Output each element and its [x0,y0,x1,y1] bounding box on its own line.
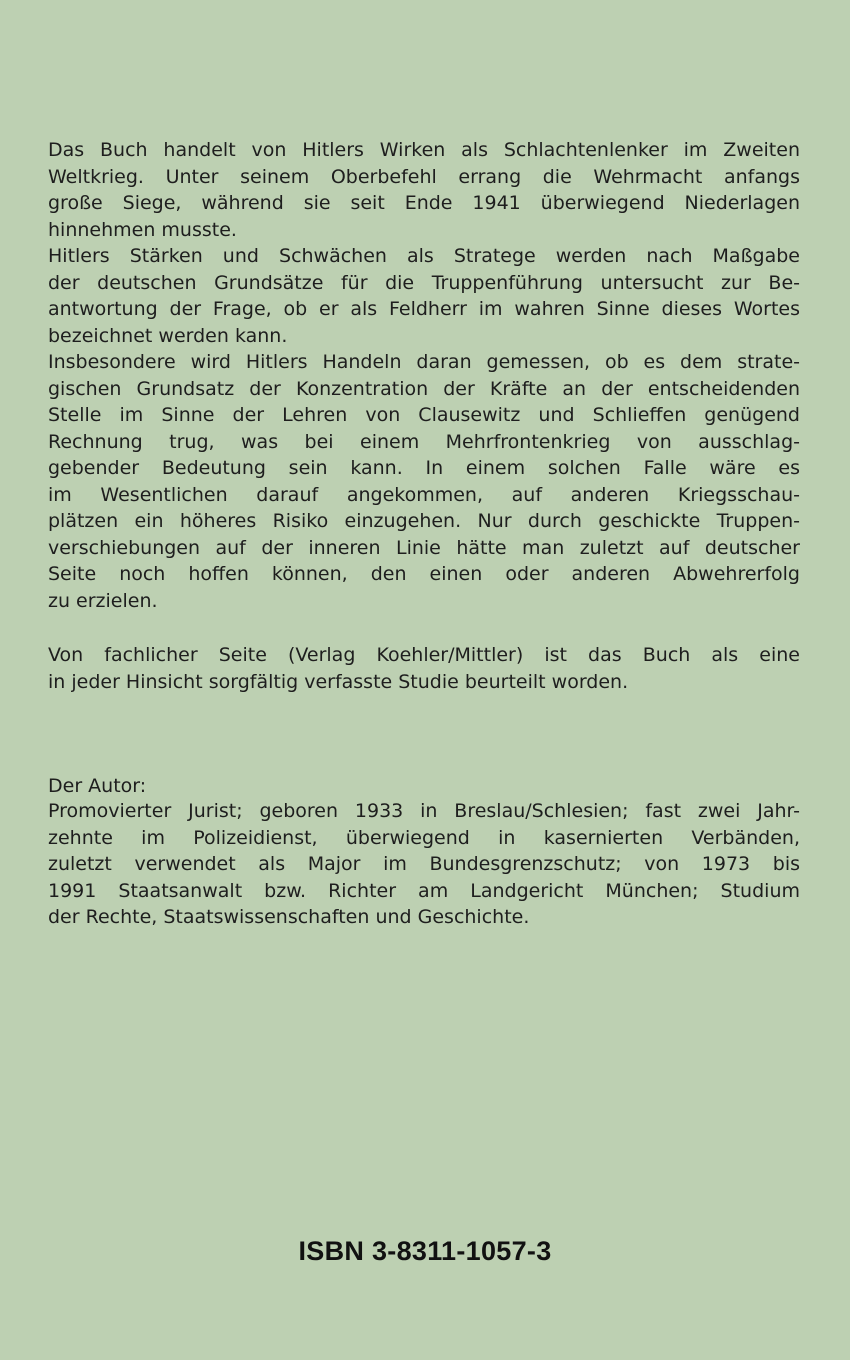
text-line: Seite noch hoffen können, den einen oder anderen Abwehrerfolg [48,563,800,585]
text-line: bezeichnet werden kann. [48,324,288,347]
isbn-number: ISBN 3-8311-1057-3 [298,1236,552,1266]
text-line: Der Autor: [48,775,147,797]
text-line: zehnte im Polizeidienst, überwiegend in kasernierten Verbänden, [48,826,800,849]
text-line: große Siege, während sie seit Ende 1941 überwiegend Niederlagen [48,192,800,214]
text-line: Stelle im Sinne der Lehren von Clausewitz und Schlieffen genügend [48,404,800,426]
text-line: der Rechte, Staatswissenschaften und Geschichte. [48,906,530,928]
text-line: Das Buch handelt von Hitlers Wirken als Schlachtenlenker im Zweiten [48,139,800,161]
text-line: im Wesentlichen darauf angekommen, auf anderen Kriegsschau- [48,483,800,506]
text-line: in jeder Hinsicht sorgfältig verfasste Studie beurteilt worden. [48,670,629,693]
text-line: Von fachlicher Seite (Verlag Koehler/Mittler) ist das Buch als eine [48,644,800,666]
text-line: gischen Grundsatz der Konzentration der Kräfte an der entscheidenden [48,377,800,400]
text-line: Weltkrieg. Unter seinem Oberbefehl errang die Wehrmacht anfangs [48,165,800,188]
blurb-paragraph-2 [48,243,800,349]
text-line: antwortung der Frage, ob er als Feldherr im wahren Sinne dieses Wortes [48,298,800,320]
author-heading [48,773,800,800]
blurb-paragraph-3 [48,349,800,614]
author-bio-paragraph [48,798,800,931]
text-line: Insbesondere wird Hitlers Handeln daran gemessen, ob es dem strate- [48,351,800,373]
text-line: verschiebungen auf der inneren Linie hätte man zuletzt auf deutscher [48,536,800,559]
review-paragraph [48,642,800,695]
text-line: Rechnung trug, was bei einem Mehrfrontenkrieg von ausschlag- [48,430,800,453]
text-line: der deutschen Grundsätze für die Truppenführung untersucht zur Be- [48,271,800,294]
text-line: plätzen ein höheres Risiko einzugehen. Nur durch geschickte Truppen- [48,510,800,532]
text-line: zuletzt verwendet als Major im Bundesgrenzschutz; von 1973 bis [48,853,800,875]
text-line: Hitlers Stärken und Schwächen als Stratege werden nach Maßgabe [48,245,800,267]
blurb-paragraph-1 [48,137,800,243]
text-line: 1991 Staatsanwalt bzw. Richter am Landgericht München; Studium [48,879,800,902]
text-line: gebender Bedeutung sein kann. In einem solchen Falle wäre es [48,457,800,479]
text-line: zu erzielen. [48,589,158,612]
text-line: hinnehmen musste. [48,218,237,241]
text-line: Promovierter Jurist; geboren 1933 in Breslau/Schlesien; fast zwei Jahr- [48,800,800,822]
